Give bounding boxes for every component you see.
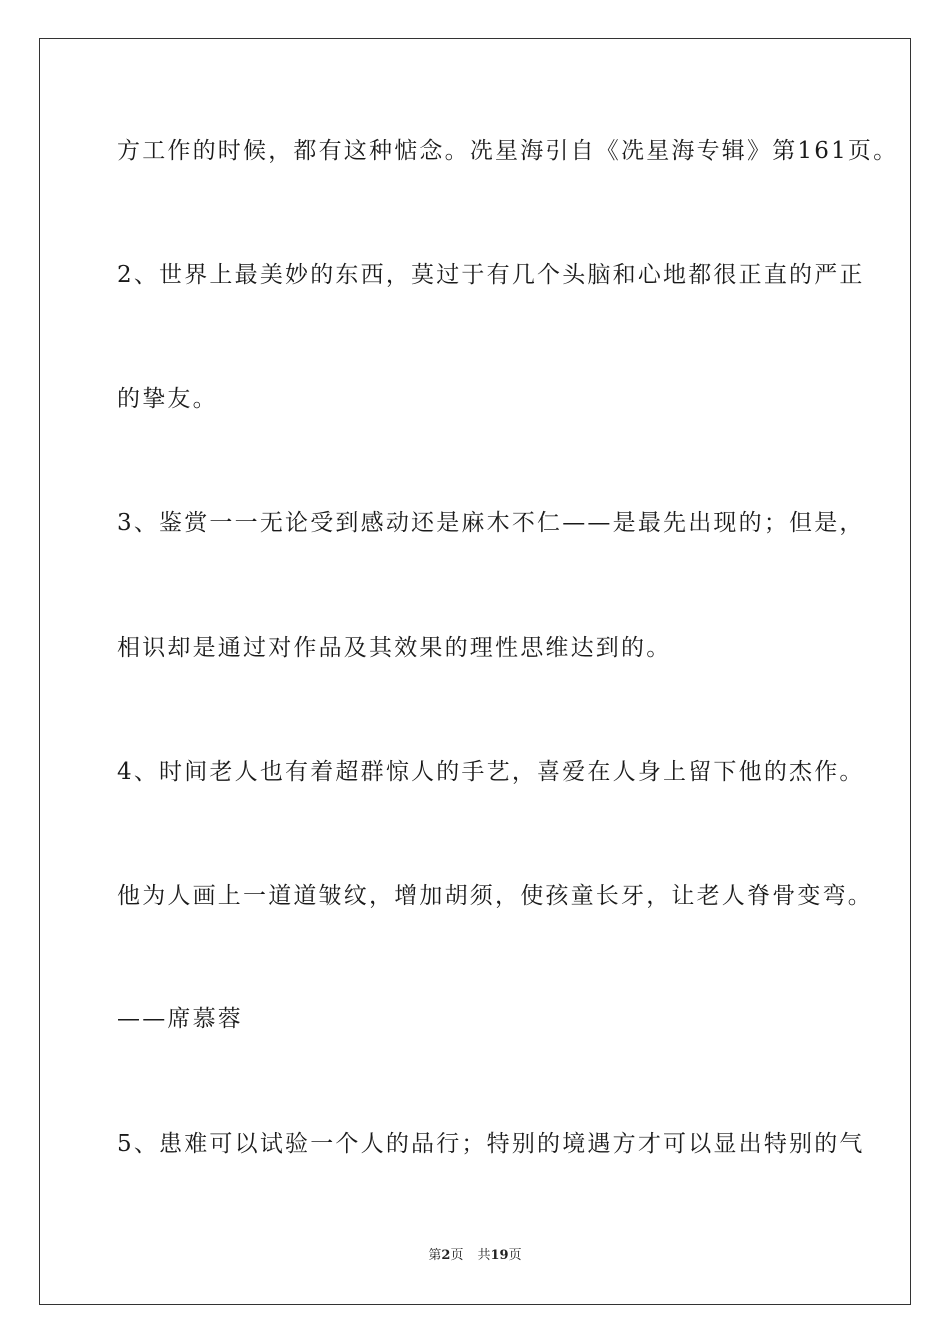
text-line: 他为人画上一道道皱纹，增加胡须，使孩童长牙，让老人脊骨变弯。 (117, 883, 873, 909)
text-line: 5、患难可以试验一个人的品行；特别的境遇方才可以显出特别的气 (117, 1131, 865, 1157)
page-suffix: 页 (450, 1248, 464, 1263)
total-suffix: 页 (508, 1248, 522, 1263)
page-prefix: 第 (428, 1248, 442, 1263)
page-number: 2 (441, 1248, 451, 1263)
text-line: 4、时间老人也有着超群惊人的手艺，喜爱在人身上留下他的杰作。 (117, 759, 865, 785)
total-prefix: 共 (477, 1248, 491, 1263)
total-pages: 19 (490, 1248, 509, 1263)
text-line: 2、世界上最美妙的东西，莫过于有几个头脑和心地都很正直的严正 (117, 262, 865, 288)
text-line: 3、鉴赏一一无论受到感动还是麻木不仁——是最先出现的；但是， (117, 510, 865, 536)
text-line: 的挚友。 (117, 386, 218, 412)
page-border (39, 38, 911, 1305)
text-line: 方工作的时候，都有这种惦念。冼星海引自《冼星海专辑》第161页。 (117, 138, 899, 164)
page-footer (0, 1247, 950, 1265)
text-line: 相识却是通过对作品及其效果的理性思维达到的。 (117, 635, 672, 661)
text-line: ——席慕蓉 (117, 1006, 243, 1032)
